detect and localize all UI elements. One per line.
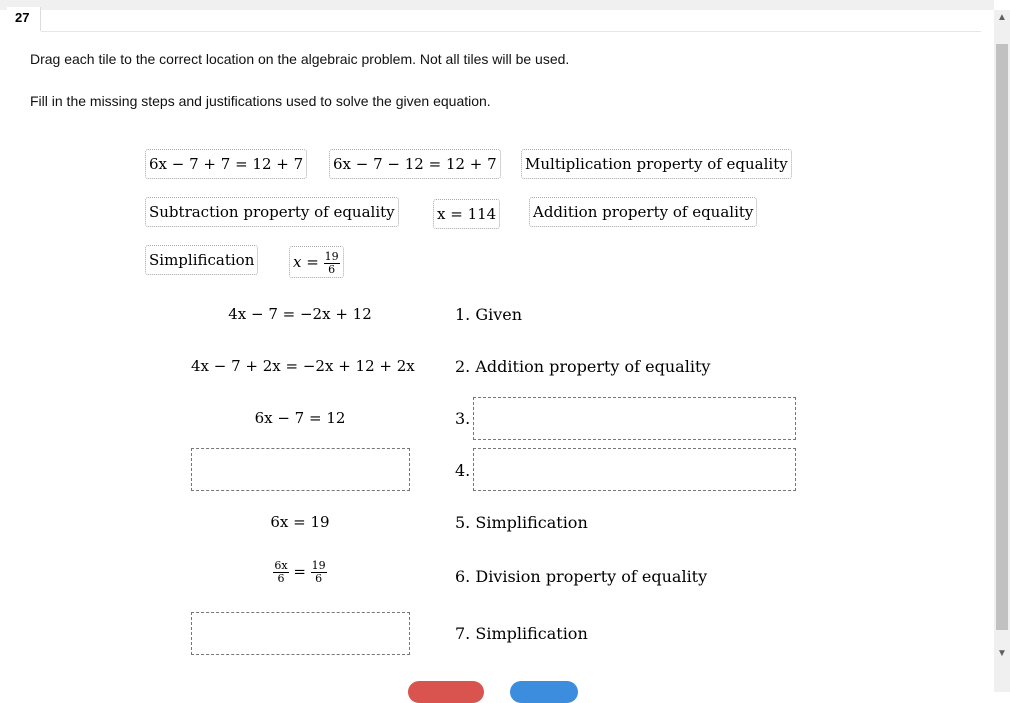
step-7-justification bbox=[455, 624, 588, 643]
tile-x-equals-114[interactable]: x = 114 bbox=[433, 199, 500, 229]
step-reason: Given bbox=[475, 305, 523, 324]
tile-fraction-denominator: 6 bbox=[328, 262, 336, 276]
step-2-justification bbox=[455, 357, 710, 376]
step-6-lhs-fraction bbox=[273, 560, 288, 585]
step-3-justification-drop-zone[interactable] bbox=[473, 397, 796, 440]
step-7-equation-drop-zone[interactable] bbox=[191, 612, 410, 655]
step-1-equation: 4x − 7 = −2x + 12 bbox=[228, 305, 372, 323]
step-1-justification bbox=[455, 305, 522, 324]
question-number: 27 bbox=[7, 7, 41, 31]
tile-6x-minus-7-plus-7[interactable]: 6x − 7 + 7 = 12 + 7 bbox=[145, 149, 307, 179]
top-bar bbox=[0, 0, 994, 10]
step-reason: Addition property of equality bbox=[475, 357, 711, 376]
step-number: 1. bbox=[455, 305, 471, 324]
tile-subtraction-property[interactable]: Subtraction property of equality bbox=[145, 197, 399, 227]
fraction-denominator: 6 bbox=[315, 572, 323, 585]
scroll-down-arrow-icon[interactable]: ▼ bbox=[997, 648, 1007, 659]
fraction-denominator: 6 bbox=[277, 572, 285, 585]
tile-fraction-numerator: 19 bbox=[324, 249, 339, 263]
reset-button[interactable] bbox=[408, 681, 484, 703]
instruction-drag: Drag each tile to the correct location on the algebraic problem. Not all tiles will be used. bbox=[30, 51, 570, 67]
instruction-fill: Fill in the missing steps and justifications used to solve the given equation. bbox=[30, 93, 491, 109]
step-number: 2. bbox=[455, 357, 471, 376]
step-5-equation: 6x = 19 bbox=[270, 513, 330, 531]
tile-multiplication-property[interactable]: Multiplication property of equality bbox=[521, 149, 792, 179]
step-reason: Simplification bbox=[475, 513, 588, 532]
scroll-up-arrow-icon[interactable]: ▲ bbox=[997, 12, 1007, 23]
step-number: 6. bbox=[455, 567, 471, 586]
step-3-equation: 6x − 7 = 12 bbox=[254, 409, 346, 427]
step-4-equation-drop-zone[interactable] bbox=[191, 448, 410, 491]
tile-addition-property[interactable]: Addition property of equality bbox=[529, 197, 757, 227]
step-6-rhs-fraction bbox=[311, 560, 327, 585]
tile-simplification[interactable]: Simplification bbox=[145, 245, 258, 275]
step-2-equation: 4x − 7 + 2x = −2x + 12 + 2x bbox=[191, 357, 415, 375]
fraction-numerator: 19 bbox=[311, 559, 326, 572]
header-divider bbox=[41, 31, 981, 32]
step-6-equation: $\frac{6x}{6}$ = $\frac{19}{6}$ bbox=[274, 559, 326, 585]
scrollbar-thumb[interactable] bbox=[996, 44, 1008, 630]
tile-fraction-lhs: x bbox=[293, 253, 302, 271]
step-5-justification bbox=[455, 513, 588, 532]
tile-fraction bbox=[324, 251, 340, 276]
step-3-number: 3. bbox=[455, 409, 471, 428]
step-number: 5. bbox=[455, 513, 471, 532]
vertical-scrollbar[interactable] bbox=[994, 10, 1010, 692]
step-number: 7. bbox=[455, 624, 471, 643]
tile-6x-minus-7-minus-12[interactable]: 6x − 7 − 12 = 12 + 7 bbox=[329, 149, 501, 179]
fraction-numerator: 6x bbox=[274, 559, 288, 572]
step-reason: Division property of equality bbox=[475, 567, 708, 586]
step-4-number: 4. bbox=[455, 461, 471, 480]
tile-x-equals-19-over-6[interactable]: x = $\frac{19}{6}$ bbox=[289, 246, 344, 278]
step-6-justification bbox=[455, 567, 707, 586]
step-reason: Simplification bbox=[475, 624, 588, 643]
step-4-justification-drop-zone[interactable] bbox=[473, 448, 796, 491]
next-button[interactable] bbox=[510, 681, 578, 703]
